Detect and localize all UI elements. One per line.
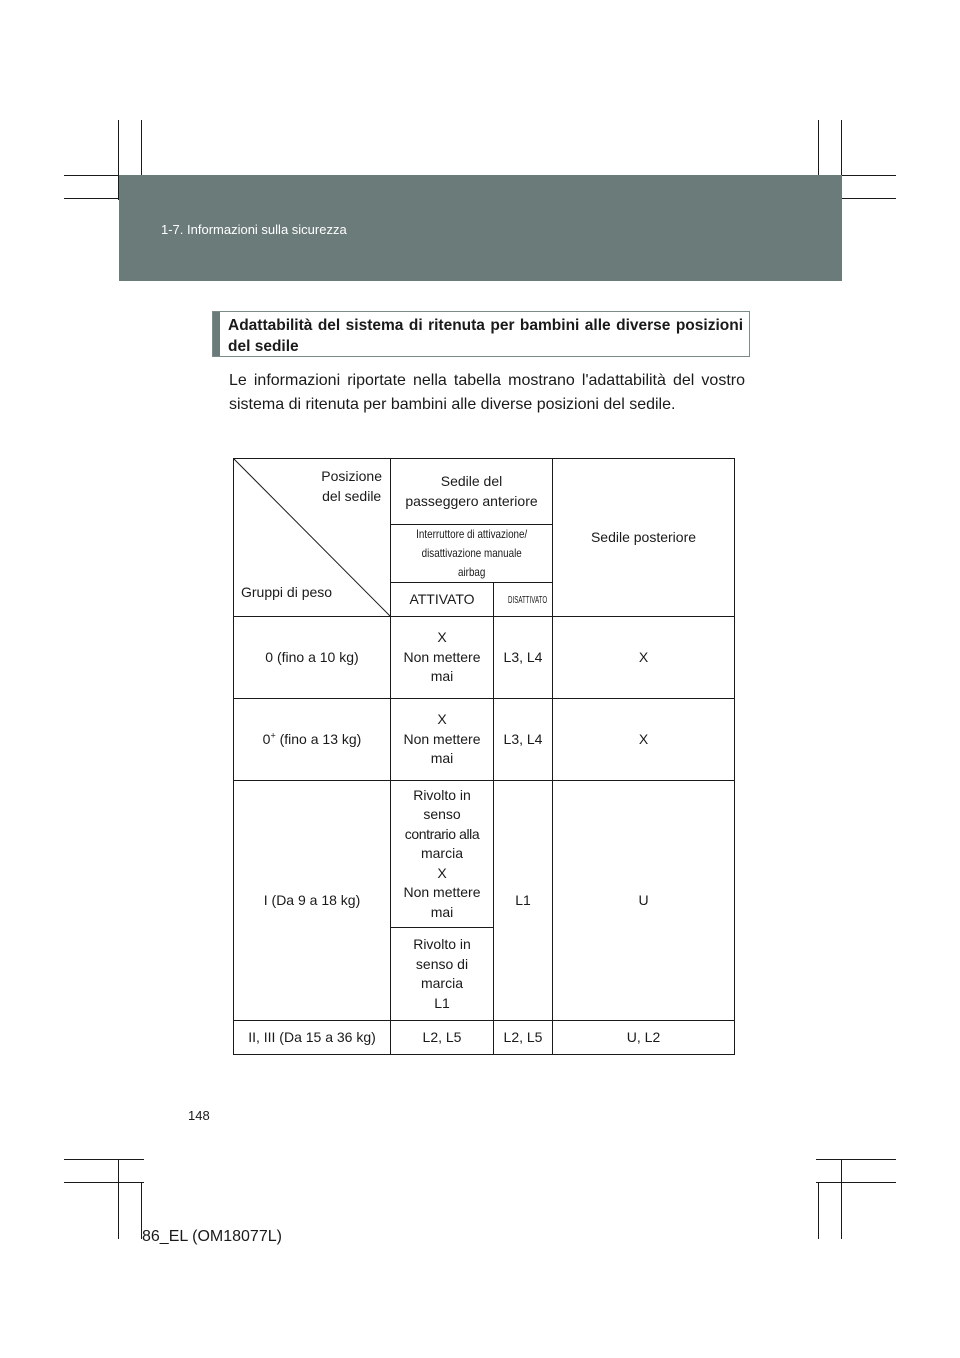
cell-line: marcia [420,845,463,862]
weight-group-cell [234,699,391,781]
crop-mark [118,1159,119,1239]
group-superscript: + [270,730,276,741]
rear-seat-header: Sedile posteriore [553,459,735,617]
cell-line: Rivolto in [413,786,471,803]
rear-seat-cell: X [553,699,735,781]
cell-line: L1 [434,994,450,1011]
crop-mark [816,1182,896,1183]
weight-group-cell: 0 (fino a 10 kg) [234,617,391,699]
cell-line: mai [430,750,454,767]
heading-accent-bar [213,312,220,356]
crop-mark [841,1159,842,1239]
seat-position-label [321,467,382,506]
airbag-on-cell: L2, L5 [391,1021,494,1055]
cell-line: marcia [420,975,463,991]
front-seat-line2: passeggero anteriore [405,492,538,509]
cell-line: contrario alla [404,825,480,842]
airbag-switch-line3: airbag [457,565,486,579]
airbag-switch-line1: Interruttore di attivazione/ [415,527,528,541]
compatibility-table [233,458,735,1055]
weight-group-label: Gruppi di peso [241,583,333,600]
airbag-switch-text [416,525,527,582]
airbag-off-cell: L3, L4 [494,617,553,699]
airbag-on-header: ATTIVATO [391,583,494,617]
cell-line: senso di [415,955,469,972]
cell-line: mai [430,903,454,920]
heading-text: Adattabilità del sistema di ritenuta per bambini alle diverse posizioni del sedile [228,317,743,355]
weight-group-cell: II, III (Da 15 a 36 kg) [234,1021,391,1055]
cell-line: Rivolto in [413,936,471,952]
rear-seat-cell: X [553,617,735,699]
table-row [234,617,735,699]
cell-line: Non mettere [403,648,481,665]
section-title: 1-7. Informazioni sulla sicurezza [161,222,347,237]
table-row [234,781,735,928]
airbag-off-cell: L1 [494,781,553,1021]
crop-mark [64,1159,144,1160]
airbag-on-cell [391,617,494,699]
intro-paragraph: Le informazioni riportate nella tabella mostrano l'adattabilità del vostro sistema di ritenuta per bambini alle diverse posizioni del sedile. [229,372,745,413]
seat-position-line2: del sedile [322,487,382,504]
crop-mark [816,1159,896,1160]
group-rest: (fino a 13 kg) [275,730,362,747]
document-code: 86_EL (OM18077L) [142,1228,282,1245]
airbag-off-cell: L2, L5 [494,1021,553,1055]
front-seat-header [391,459,553,525]
cell-line: X [437,629,447,646]
header-band [119,175,842,281]
airbag-on-cell [391,699,494,781]
table-row [234,1021,735,1055]
crop-mark [818,1182,819,1239]
airbag-off-text: DISATTIVATO [507,594,548,606]
airbag-switch-line2: disattivazione manuale [421,546,522,560]
airbag-on-forward-facing-cell [391,928,494,1021]
airbag-switch-header [391,525,553,583]
front-seat-line1: Sedile del [440,473,503,489]
cell-line: Non mettere [403,884,481,901]
cell-line: mai [430,668,454,685]
table-corner-cell [234,459,391,617]
cell-line: X [437,864,447,881]
rear-seat-cell: U, L2 [553,1021,735,1055]
cell-line: Non mettere [403,730,481,747]
rear-seat-cell: U [553,781,735,1021]
seat-position-line1: Posizione [321,468,382,484]
page-number: 148 [188,1108,210,1123]
airbag-off-cell: L3, L4 [494,699,553,781]
airbag-on-rear-facing-cell [391,781,494,928]
cell-line: senso [423,806,461,823]
section-heading [212,311,750,357]
cell-line: X [437,711,447,728]
group-base: 0 [262,730,271,747]
airbag-off-header [494,583,553,617]
table-row [234,699,735,781]
crop-mark [64,1182,144,1183]
weight-group-cell: I (Da 9 a 18 kg) [234,781,391,1021]
